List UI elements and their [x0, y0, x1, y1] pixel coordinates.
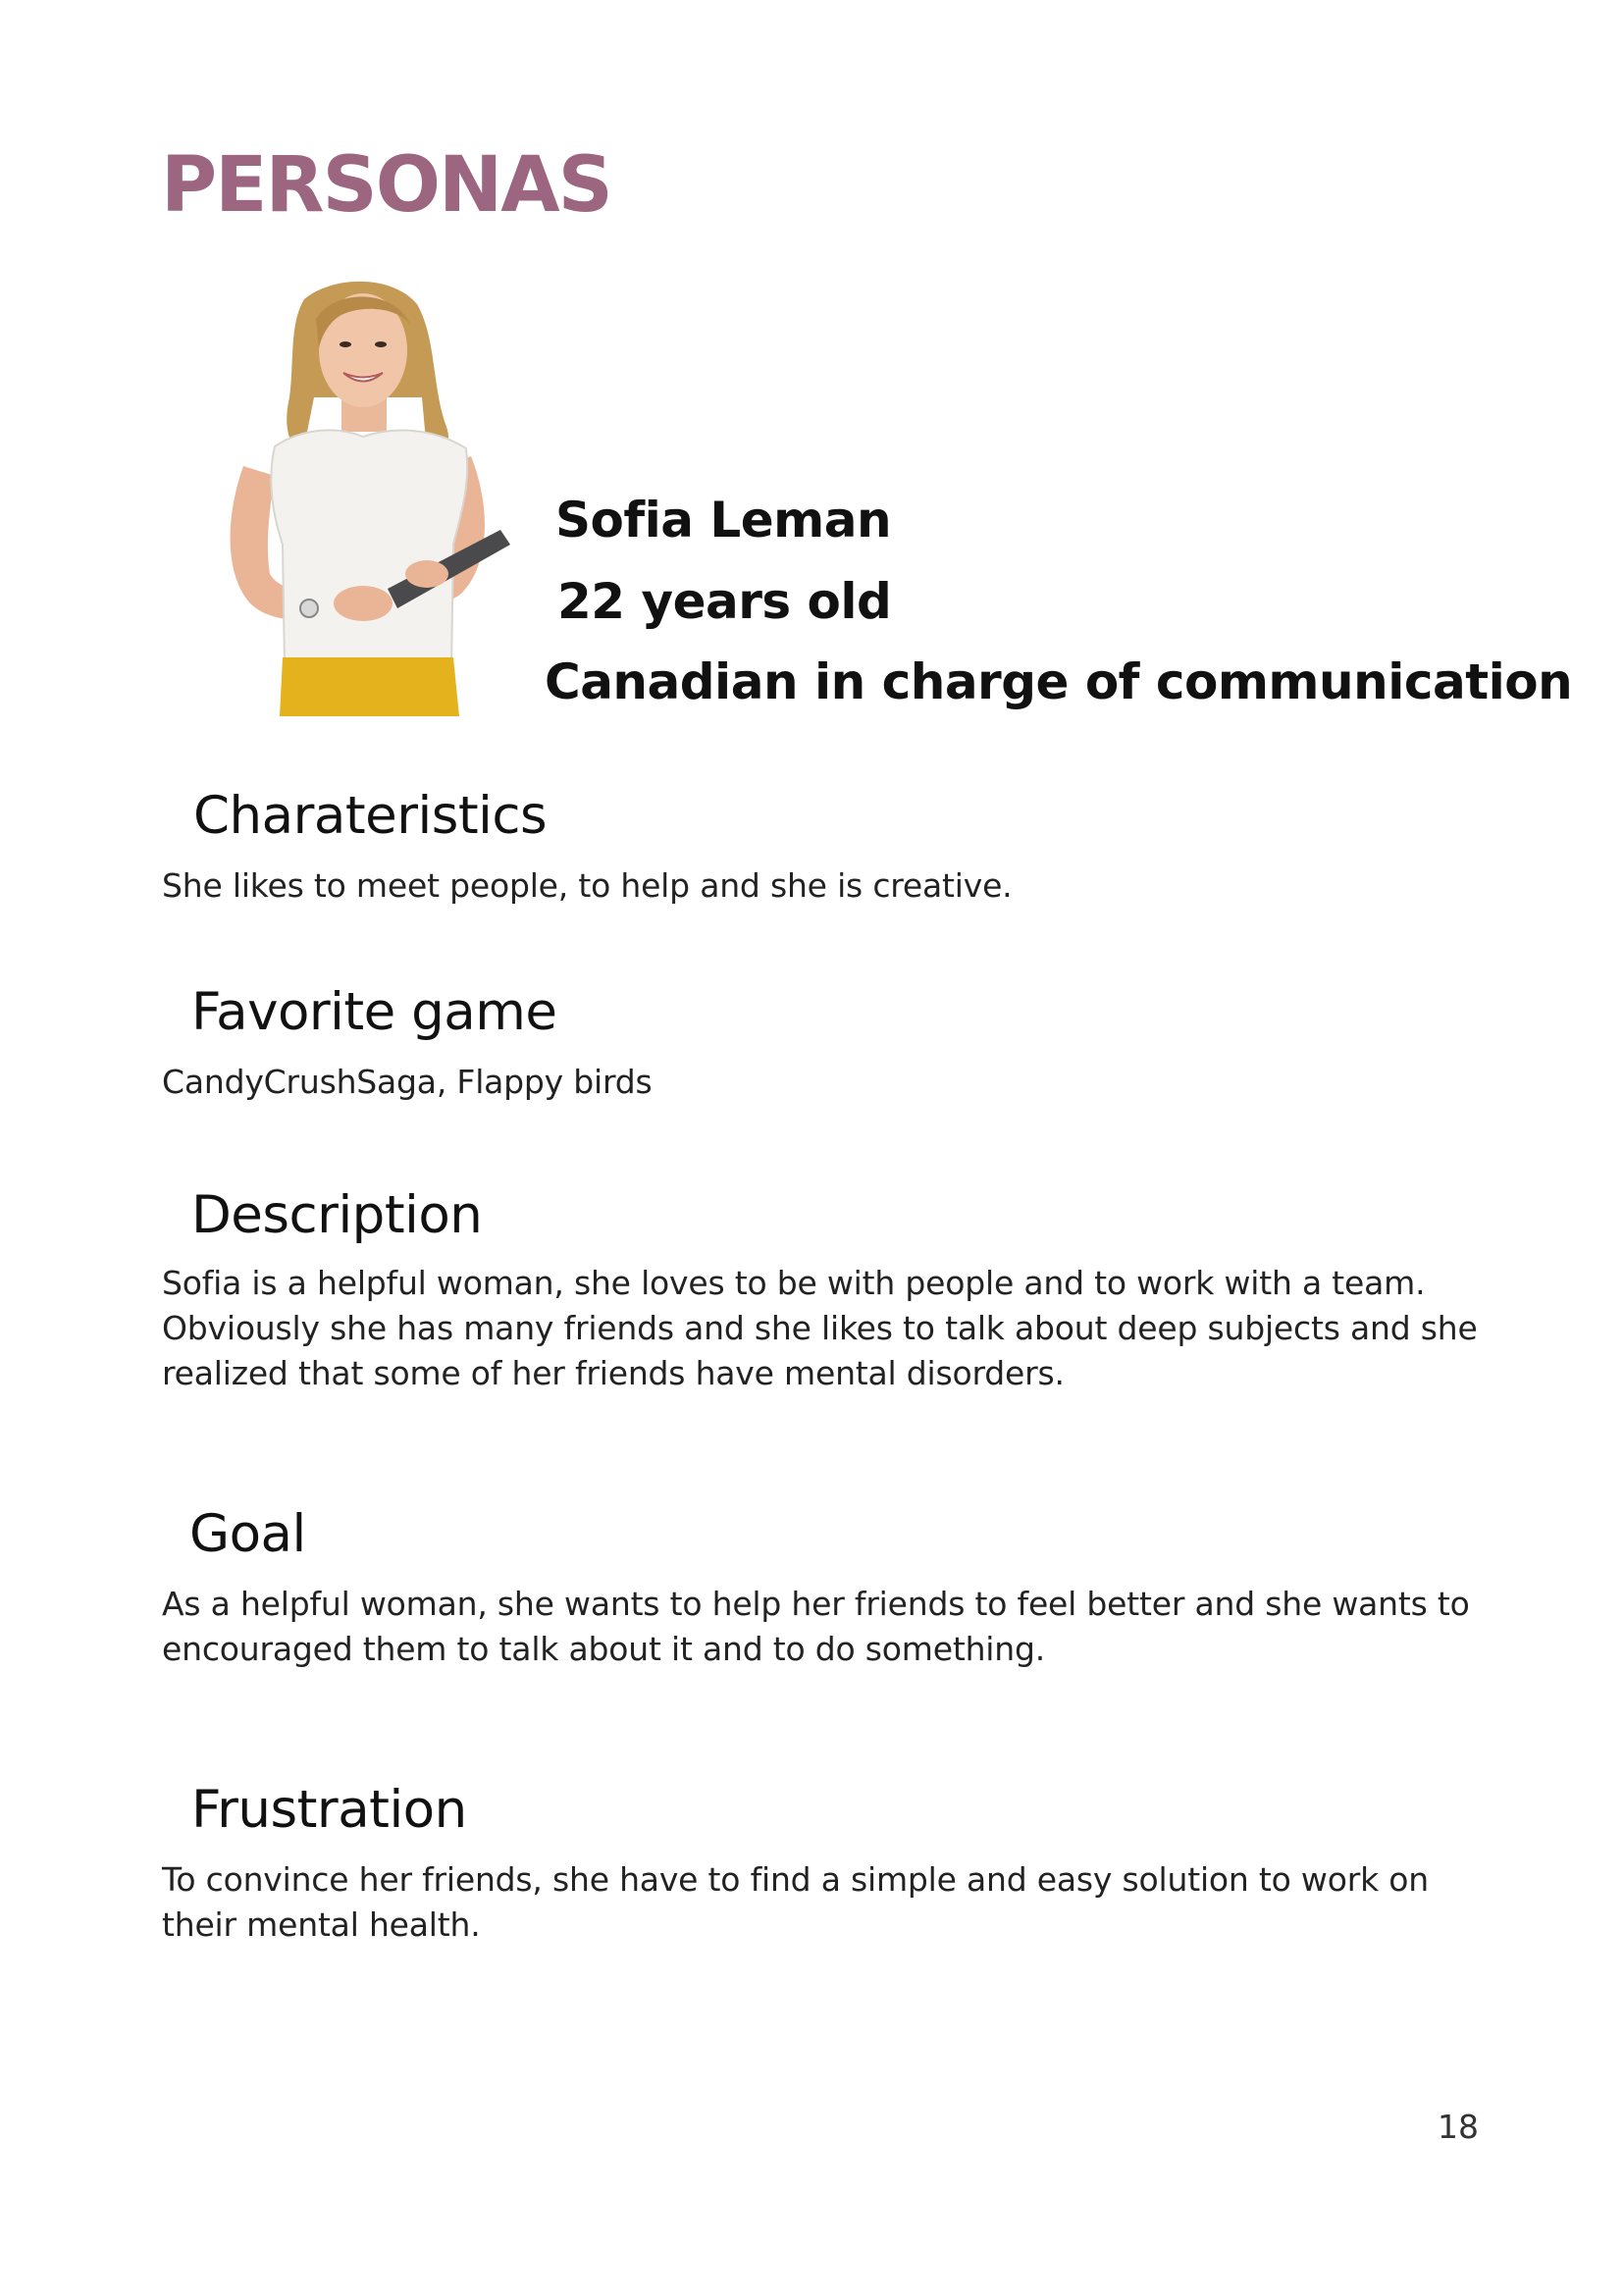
- body-characteristics: She likes to meet people, to help and she is creative.: [162, 866, 1013, 905]
- body-favorite-game: CandyCrushSaga, Flappy birds: [162, 1063, 653, 1101]
- heading-goal: Goal: [189, 1504, 306, 1564]
- heading-characteristics: Charateristics: [193, 786, 548, 846]
- page-title: PERSONAS: [161, 141, 611, 230]
- body-goal: As a helpful woman, she wants to help her friends to feel better and she wants to encouraged them to talk about it and to do something.: [162, 1585, 1470, 1668]
- persona-age: 22 years old: [557, 573, 892, 630]
- page-number: 18: [1438, 2108, 1479, 2146]
- body-description: Sofia is a helpful woman, she loves to be with people and to work with a team. Obviously she has many friends and she likes to talk about deep subjects and she realized that some of her friends have mental disorders.: [162, 1264, 1478, 1392]
- heading-favorite-game: Favorite game: [191, 982, 557, 1042]
- persona-identity: [0, 0, 1623, 746]
- persona-name: Sofia Leman: [555, 492, 892, 548]
- heading-description: Description: [191, 1185, 483, 1245]
- persona-role: Canadian in charge of communication: [545, 653, 1573, 710]
- heading-frustration: Frustration: [191, 1780, 467, 1840]
- body-frustration: To convince her friends, she have to find a simple and easy solution to work on their mental health.: [162, 1860, 1429, 1944]
